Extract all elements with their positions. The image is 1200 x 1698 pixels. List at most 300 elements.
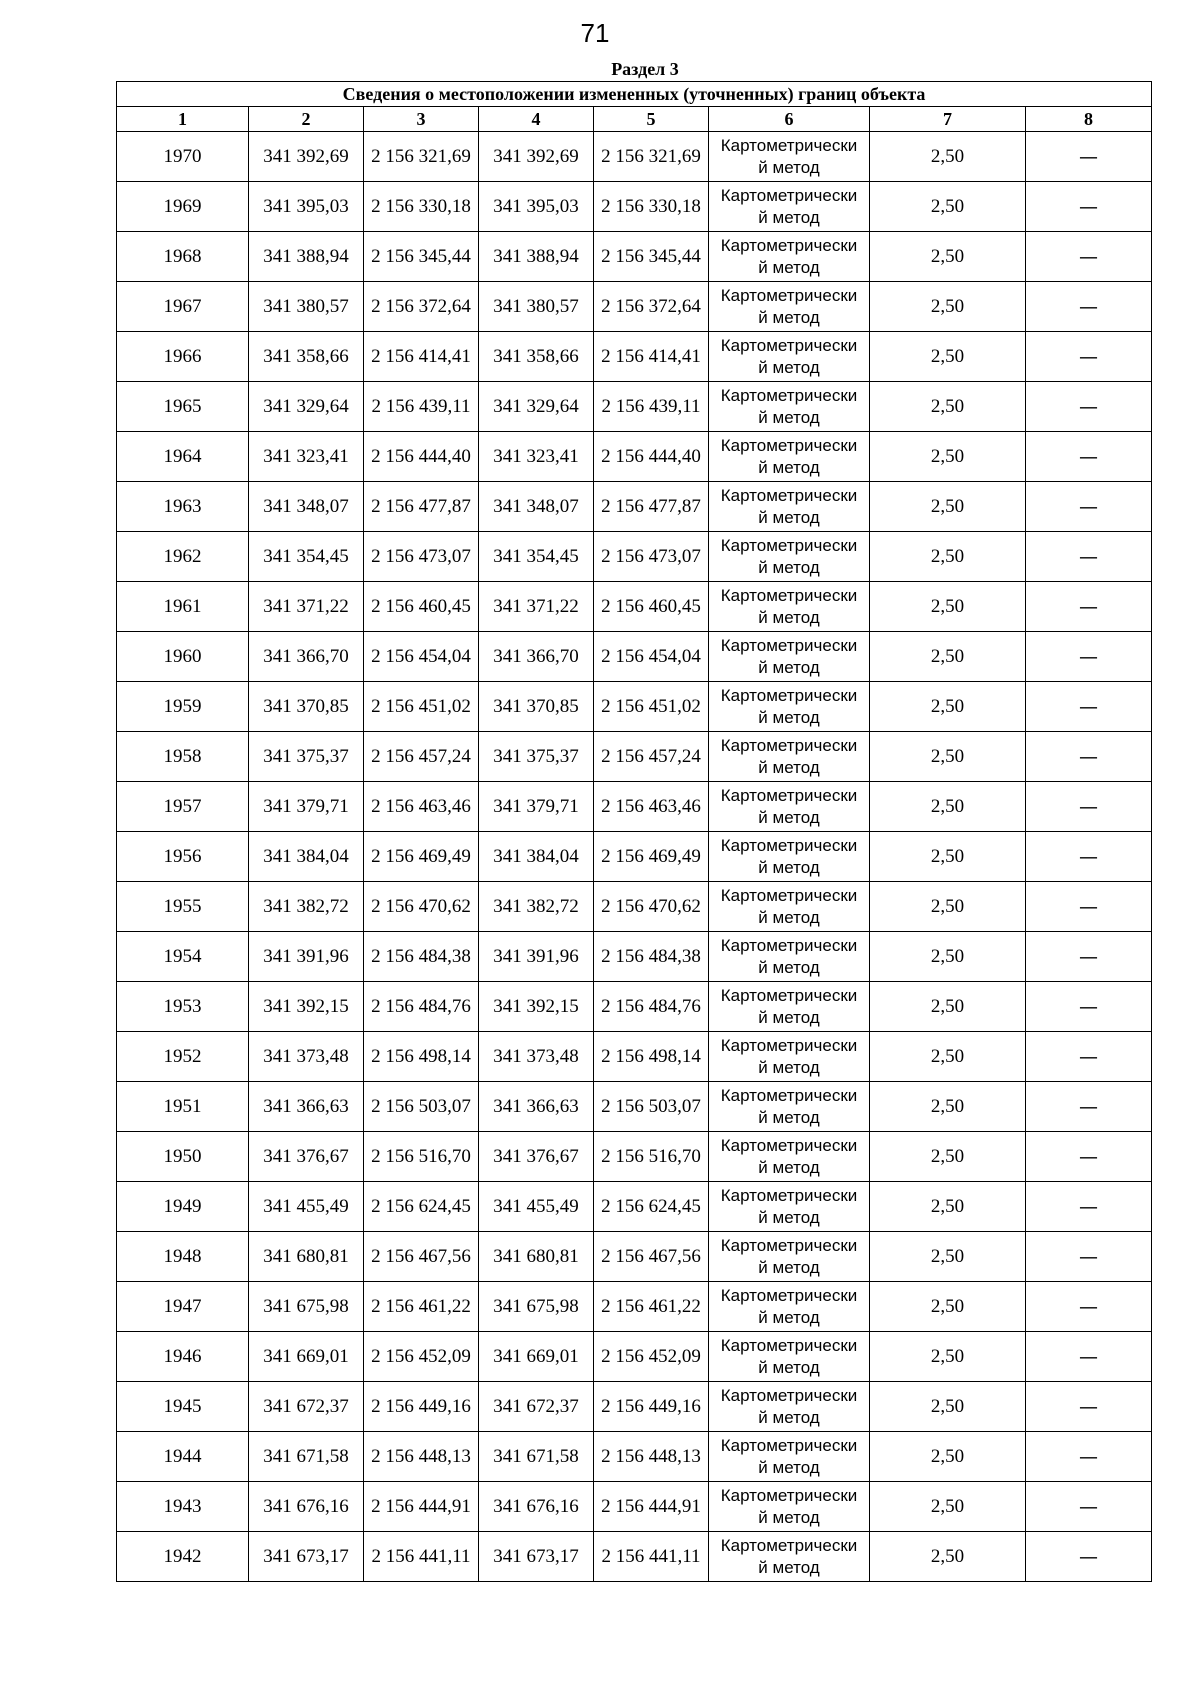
x-coordinate-existing-cell: 341 392,15 (249, 982, 364, 1032)
y-coordinate-new-cell: 2 156 414,41 (594, 332, 709, 382)
point-number-cell: 1963 (117, 482, 249, 532)
method-cell (709, 832, 870, 882)
method-cell (709, 482, 870, 532)
y-coordinate-existing-cell: 2 156 503,07 (364, 1082, 479, 1132)
accuracy-cell: 2,50 (870, 432, 1026, 482)
table-row (117, 1032, 1152, 1082)
x-coordinate-new-cell: 341 455,49 (479, 1182, 594, 1232)
accuracy-cell: 2,50 (870, 932, 1026, 982)
accuracy-cell: 2,50 (870, 1332, 1026, 1382)
y-coordinate-new-cell: 2 156 448,13 (594, 1432, 709, 1482)
y-coordinate-new-cell: 2 156 461,22 (594, 1282, 709, 1332)
method-line-2: й метод (758, 1157, 820, 1177)
x-coordinate-existing-cell: 341 391,96 (249, 932, 364, 982)
y-coordinate-new-cell: 2 156 330,18 (594, 182, 709, 232)
method-cell (709, 1232, 870, 1282)
x-coordinate-existing-cell: 341 373,48 (249, 1032, 364, 1082)
x-coordinate-new-cell: 341 348,07 (479, 482, 594, 532)
x-coordinate-existing-cell: 341 672,37 (249, 1382, 364, 1432)
table-body (117, 132, 1152, 1582)
accuracy-cell: 2,50 (870, 232, 1026, 282)
y-coordinate-new-cell: 2 156 444,40 (594, 432, 709, 482)
table-row (117, 282, 1152, 332)
y-coordinate-new-cell: 2 156 470,62 (594, 882, 709, 932)
y-coordinate-new-cell: 2 156 467,56 (594, 1232, 709, 1282)
x-coordinate-new-cell: 341 371,22 (479, 582, 594, 632)
column-header-7: 7 (870, 107, 1026, 132)
table-row (117, 382, 1152, 432)
description-cell: — (1026, 282, 1152, 332)
x-coordinate-new-cell: 341 673,17 (479, 1532, 594, 1582)
y-coordinate-new-cell: 2 156 624,45 (594, 1182, 709, 1232)
x-coordinate-new-cell: 341 366,70 (479, 632, 594, 682)
table-row (117, 932, 1152, 982)
x-coordinate-new-cell: 341 680,81 (479, 1232, 594, 1282)
table-row (117, 732, 1152, 782)
description-cell: — (1026, 382, 1152, 432)
y-coordinate-existing-cell: 2 156 321,69 (364, 132, 479, 182)
y-coordinate-new-cell: 2 156 321,69 (594, 132, 709, 182)
method-line-2: й метод (758, 507, 820, 527)
y-coordinate-existing-cell: 2 156 469,49 (364, 832, 479, 882)
accuracy-cell: 2,50 (870, 1082, 1026, 1132)
x-coordinate-new-cell: 341 354,45 (479, 532, 594, 582)
point-number-cell: 1952 (117, 1032, 249, 1082)
table-row (117, 882, 1152, 932)
method-line-2: й метод (758, 1507, 820, 1527)
table-row (117, 1482, 1152, 1532)
method-cell (709, 1382, 870, 1432)
description-cell: — (1026, 1432, 1152, 1482)
x-coordinate-existing-cell: 341 375,37 (249, 732, 364, 782)
y-coordinate-new-cell: 2 156 457,24 (594, 732, 709, 782)
method-line-1: Картометрически (720, 135, 858, 155)
method-line-1: Картометрически (720, 1085, 858, 1105)
method-line-2: й метод (758, 1057, 820, 1077)
x-coordinate-existing-cell: 341 323,41 (249, 432, 364, 482)
x-coordinate-new-cell: 341 391,96 (479, 932, 594, 982)
accuracy-cell: 2,50 (870, 1432, 1026, 1482)
method-line-1: Картометрически (720, 1035, 858, 1055)
method-line-2: й метод (758, 157, 820, 177)
x-coordinate-new-cell: 341 373,48 (479, 1032, 594, 1082)
method-line-2: й метод (758, 307, 820, 327)
method-line-2: й метод (758, 407, 820, 427)
column-header-1: 1 (117, 107, 249, 132)
point-number-cell: 1945 (117, 1382, 249, 1432)
description-cell: — (1026, 182, 1152, 232)
x-coordinate-new-cell: 341 323,41 (479, 432, 594, 482)
description-cell: — (1026, 932, 1152, 982)
method-cell (709, 432, 870, 482)
point-number-cell: 1964 (117, 432, 249, 482)
description-cell: — (1026, 132, 1152, 182)
method-line-1: Картометрически (720, 435, 858, 455)
method-line-2: й метод (758, 807, 820, 827)
point-number-cell: 1966 (117, 332, 249, 382)
column-header-8: 8 (1026, 107, 1152, 132)
x-coordinate-existing-cell: 341 455,49 (249, 1182, 364, 1232)
accuracy-cell: 2,50 (870, 382, 1026, 432)
method-line-1: Картометрически (720, 1185, 858, 1205)
y-coordinate-existing-cell: 2 156 484,38 (364, 932, 479, 982)
column-header-6: 6 (709, 107, 870, 132)
x-coordinate-existing-cell: 341 358,66 (249, 332, 364, 382)
table-row (117, 482, 1152, 532)
method-cell (709, 282, 870, 332)
method-line-1: Картометрически (720, 985, 858, 1005)
table-row (117, 632, 1152, 682)
point-number-cell: 1960 (117, 632, 249, 682)
x-coordinate-existing-cell: 341 329,64 (249, 382, 364, 432)
x-coordinate-existing-cell: 341 382,72 (249, 882, 364, 932)
accuracy-cell: 2,50 (870, 982, 1026, 1032)
method-line-2: й метод (758, 1557, 820, 1577)
method-line-1: Картометрически (720, 1385, 858, 1405)
column-header-2: 2 (249, 107, 364, 132)
method-line-2: й метод (758, 707, 820, 727)
y-coordinate-existing-cell: 2 156 414,41 (364, 332, 479, 382)
method-line-1: Картометрически (720, 1435, 858, 1455)
y-coordinate-existing-cell: 2 156 470,62 (364, 882, 479, 932)
method-line-1: Картометрически (720, 1135, 858, 1155)
table-row (117, 982, 1152, 1032)
table-row (117, 532, 1152, 582)
y-coordinate-new-cell: 2 156 345,44 (594, 232, 709, 282)
table-row (117, 432, 1152, 482)
y-coordinate-existing-cell: 2 156 477,87 (364, 482, 479, 532)
x-coordinate-new-cell: 341 675,98 (479, 1282, 594, 1332)
y-coordinate-existing-cell: 2 156 498,14 (364, 1032, 479, 1082)
method-cell (709, 632, 870, 682)
description-cell: — (1026, 1232, 1152, 1282)
description-cell: — (1026, 1132, 1152, 1182)
y-coordinate-existing-cell: 2 156 444,40 (364, 432, 479, 482)
table-row (117, 1232, 1152, 1282)
x-coordinate-new-cell: 341 392,69 (479, 132, 594, 182)
method-line-2: й метод (758, 607, 820, 627)
x-coordinate-existing-cell: 341 384,04 (249, 832, 364, 882)
x-coordinate-new-cell: 341 672,37 (479, 1382, 594, 1432)
method-line-1: Картометрически (720, 1335, 858, 1355)
accuracy-cell: 2,50 (870, 832, 1026, 882)
accuracy-cell: 2,50 (870, 1282, 1026, 1332)
y-coordinate-new-cell: 2 156 454,04 (594, 632, 709, 682)
x-coordinate-existing-cell: 341 366,70 (249, 632, 364, 682)
table-row (117, 682, 1152, 732)
description-cell: — (1026, 1382, 1152, 1432)
y-coordinate-existing-cell: 2 156 452,09 (364, 1332, 479, 1382)
table-caption: Сведения о местоположении измененных (уточненных) границ объекта (117, 82, 1152, 107)
x-coordinate-new-cell: 341 382,72 (479, 882, 594, 932)
accuracy-cell: 2,50 (870, 682, 1026, 732)
point-number-cell: 1949 (117, 1182, 249, 1232)
point-number-cell: 1957 (117, 782, 249, 832)
point-number-cell: 1968 (117, 232, 249, 282)
x-coordinate-existing-cell: 341 673,17 (249, 1532, 364, 1582)
y-coordinate-existing-cell: 2 156 484,76 (364, 982, 479, 1032)
method-cell (709, 232, 870, 282)
method-line-2: й метод (758, 257, 820, 277)
y-coordinate-existing-cell: 2 156 444,91 (364, 1482, 479, 1532)
description-cell: — (1026, 1282, 1152, 1332)
x-coordinate-new-cell: 341 376,67 (479, 1132, 594, 1182)
x-coordinate-new-cell: 341 388,94 (479, 232, 594, 282)
x-coordinate-new-cell: 341 384,04 (479, 832, 594, 882)
x-coordinate-existing-cell: 341 669,01 (249, 1332, 364, 1382)
accuracy-cell: 2,50 (870, 1232, 1026, 1282)
y-coordinate-existing-cell: 2 156 454,04 (364, 632, 479, 682)
y-coordinate-existing-cell: 2 156 449,16 (364, 1382, 479, 1432)
method-cell (709, 1432, 870, 1482)
method-line-1: Картометрически (720, 685, 858, 705)
point-number-cell: 1947 (117, 1282, 249, 1332)
y-coordinate-new-cell: 2 156 484,76 (594, 982, 709, 1032)
method-line-2: й метод (758, 1007, 820, 1027)
y-coordinate-new-cell: 2 156 477,87 (594, 482, 709, 532)
point-number-cell: 1953 (117, 982, 249, 1032)
x-coordinate-new-cell: 341 671,58 (479, 1432, 594, 1482)
x-coordinate-existing-cell: 341 370,85 (249, 682, 364, 732)
y-coordinate-new-cell: 2 156 473,07 (594, 532, 709, 582)
y-coordinate-existing-cell: 2 156 516,70 (364, 1132, 479, 1182)
method-line-2: й метод (758, 1457, 820, 1477)
table-row (117, 1132, 1152, 1182)
point-number-cell: 1959 (117, 682, 249, 732)
y-coordinate-existing-cell: 2 156 473,07 (364, 532, 479, 582)
method-line-1: Картометрически (720, 285, 858, 305)
method-cell (709, 1332, 870, 1382)
description-cell: — (1026, 1082, 1152, 1132)
point-number-cell: 1955 (117, 882, 249, 932)
method-line-1: Картометрически (720, 885, 858, 905)
description-cell: — (1026, 1032, 1152, 1082)
point-number-cell: 1961 (117, 582, 249, 632)
x-coordinate-existing-cell: 341 354,45 (249, 532, 364, 582)
table-caption-row (117, 82, 1152, 107)
method-line-1: Картометрически (720, 935, 858, 955)
method-line-2: й метод (758, 1257, 820, 1277)
table-row (117, 1082, 1152, 1132)
description-cell: — (1026, 1332, 1152, 1382)
method-line-1: Картометрически (720, 235, 858, 255)
method-line-2: й метод (758, 957, 820, 977)
method-line-2: й метод (758, 1107, 820, 1127)
method-line-1: Картометрически (720, 835, 858, 855)
x-coordinate-new-cell: 341 669,01 (479, 1332, 594, 1382)
x-coordinate-new-cell: 341 380,57 (479, 282, 594, 332)
table-row (117, 1432, 1152, 1482)
method-line-1: Картометрически (720, 535, 858, 555)
description-cell: — (1026, 232, 1152, 282)
method-line-2: й метод (758, 1407, 820, 1427)
description-cell: — (1026, 832, 1152, 882)
description-cell: — (1026, 732, 1152, 782)
column-header-3: 3 (364, 107, 479, 132)
method-line-2: й метод (758, 1207, 820, 1227)
method-cell (709, 382, 870, 432)
method-line-2: й метод (758, 1307, 820, 1327)
method-cell (709, 732, 870, 782)
accuracy-cell: 2,50 (870, 132, 1026, 182)
point-number-cell: 1943 (117, 1482, 249, 1532)
table-row (117, 582, 1152, 632)
method-line-1: Картометрически (720, 585, 858, 605)
point-number-cell: 1956 (117, 832, 249, 882)
x-coordinate-existing-cell: 341 392,69 (249, 132, 364, 182)
method-line-1: Картометрически (720, 485, 858, 505)
method-cell (709, 882, 870, 932)
x-coordinate-existing-cell: 341 380,57 (249, 282, 364, 332)
description-cell: — (1026, 582, 1152, 632)
x-coordinate-existing-cell: 341 366,63 (249, 1082, 364, 1132)
point-number-cell: 1951 (117, 1082, 249, 1132)
method-cell (709, 682, 870, 732)
method-line-1: Картометрически (720, 1485, 858, 1505)
y-coordinate-existing-cell: 2 156 461,22 (364, 1282, 479, 1332)
x-coordinate-new-cell: 341 392,15 (479, 982, 594, 1032)
accuracy-cell: 2,50 (870, 1032, 1026, 1082)
y-coordinate-existing-cell: 2 156 463,46 (364, 782, 479, 832)
y-coordinate-existing-cell: 2 156 439,11 (364, 382, 479, 432)
y-coordinate-existing-cell: 2 156 345,44 (364, 232, 479, 282)
method-cell (709, 1082, 870, 1132)
x-coordinate-existing-cell: 341 371,22 (249, 582, 364, 632)
method-line-1: Картометрически (720, 785, 858, 805)
method-line-1: Картометрически (720, 335, 858, 355)
method-line-2: й метод (758, 457, 820, 477)
section-title: Раздел 3 (611, 59, 679, 79)
method-line-1: Картометрически (720, 1235, 858, 1255)
method-line-1: Картометрически (720, 635, 858, 655)
table-row (117, 332, 1152, 382)
point-number-cell: 1946 (117, 1332, 249, 1382)
description-cell: — (1026, 682, 1152, 732)
point-number-cell: 1950 (117, 1132, 249, 1182)
description-cell: — (1026, 632, 1152, 682)
method-cell (709, 1032, 870, 1082)
description-cell: — (1026, 782, 1152, 832)
y-coordinate-new-cell: 2 156 503,07 (594, 1082, 709, 1132)
description-cell: — (1026, 432, 1152, 482)
y-coordinate-existing-cell: 2 156 441,11 (364, 1532, 479, 1582)
method-cell (709, 182, 870, 232)
coordinates-table (116, 81, 1152, 1582)
x-coordinate-existing-cell: 341 388,94 (249, 232, 364, 282)
y-coordinate-existing-cell: 2 156 457,24 (364, 732, 479, 782)
method-line-2: й метод (758, 1357, 820, 1377)
point-number-cell: 1944 (117, 1432, 249, 1482)
method-line-1: Картометрически (720, 185, 858, 205)
accuracy-cell: 2,50 (870, 582, 1026, 632)
method-line-2: й метод (758, 907, 820, 927)
method-line-2: й метод (758, 207, 820, 227)
method-cell (709, 982, 870, 1032)
x-coordinate-new-cell: 341 358,66 (479, 332, 594, 382)
column-header-5: 5 (594, 107, 709, 132)
table-header-row (117, 107, 1152, 132)
accuracy-cell: 2,50 (870, 1532, 1026, 1582)
y-coordinate-new-cell: 2 156 444,91 (594, 1482, 709, 1532)
y-coordinate-new-cell: 2 156 449,16 (594, 1382, 709, 1432)
method-line-1: Картометрически (720, 1285, 858, 1305)
method-line-2: й метод (758, 857, 820, 877)
x-coordinate-existing-cell: 341 395,03 (249, 182, 364, 232)
method-cell (709, 1282, 870, 1332)
table-row (117, 1382, 1152, 1432)
y-coordinate-new-cell: 2 156 469,49 (594, 832, 709, 882)
description-cell: — (1026, 1532, 1152, 1582)
table-row (117, 232, 1152, 282)
table-row (117, 782, 1152, 832)
column-header-4: 4 (479, 107, 594, 132)
y-coordinate-existing-cell: 2 156 372,64 (364, 282, 479, 332)
accuracy-cell: 2,50 (870, 332, 1026, 382)
method-line-2: й метод (758, 557, 820, 577)
method-line-1: Картометрически (720, 735, 858, 755)
method-cell (709, 582, 870, 632)
method-cell (709, 532, 870, 582)
y-coordinate-existing-cell: 2 156 467,56 (364, 1232, 479, 1282)
y-coordinate-new-cell: 2 156 441,11 (594, 1532, 709, 1582)
accuracy-cell: 2,50 (870, 532, 1026, 582)
x-coordinate-new-cell: 341 366,63 (479, 1082, 594, 1132)
description-cell: — (1026, 532, 1152, 582)
x-coordinate-new-cell: 341 370,85 (479, 682, 594, 732)
table-row (117, 832, 1152, 882)
point-number-cell: 1965 (117, 382, 249, 432)
x-coordinate-existing-cell: 341 376,67 (249, 1132, 364, 1182)
x-coordinate-existing-cell: 341 676,16 (249, 1482, 364, 1532)
description-cell: — (1026, 1182, 1152, 1232)
point-number-cell: 1942 (117, 1532, 249, 1582)
table-row (117, 1532, 1152, 1582)
point-number-cell: 1970 (117, 132, 249, 182)
accuracy-cell: 2,50 (870, 782, 1026, 832)
x-coordinate-new-cell: 341 375,37 (479, 732, 594, 782)
accuracy-cell: 2,50 (870, 1382, 1026, 1432)
accuracy-cell: 2,50 (870, 732, 1026, 782)
y-coordinate-new-cell: 2 156 460,45 (594, 582, 709, 632)
x-coordinate-existing-cell: 341 675,98 (249, 1282, 364, 1332)
y-coordinate-new-cell: 2 156 439,11 (594, 382, 709, 432)
x-coordinate-existing-cell: 341 348,07 (249, 482, 364, 532)
point-number-cell: 1954 (117, 932, 249, 982)
y-coordinate-existing-cell: 2 156 451,02 (364, 682, 479, 732)
accuracy-cell: 2,50 (870, 882, 1026, 932)
y-coordinate-new-cell: 2 156 372,64 (594, 282, 709, 332)
x-coordinate-new-cell: 341 676,16 (479, 1482, 594, 1532)
method-cell (709, 132, 870, 182)
accuracy-cell: 2,50 (870, 182, 1026, 232)
accuracy-cell: 2,50 (870, 1482, 1026, 1532)
x-coordinate-existing-cell: 341 680,81 (249, 1232, 364, 1282)
x-coordinate-new-cell: 341 329,64 (479, 382, 594, 432)
y-coordinate-new-cell: 2 156 451,02 (594, 682, 709, 732)
accuracy-cell: 2,50 (870, 282, 1026, 332)
method-line-2: й метод (758, 757, 820, 777)
description-cell: — (1026, 332, 1152, 382)
table-row (117, 182, 1152, 232)
y-coordinate-new-cell: 2 156 463,46 (594, 782, 709, 832)
accuracy-cell: 2,50 (870, 482, 1026, 532)
x-coordinate-new-cell: 341 379,71 (479, 782, 594, 832)
y-coordinate-new-cell: 2 156 498,14 (594, 1032, 709, 1082)
y-coordinate-new-cell: 2 156 452,09 (594, 1332, 709, 1382)
x-coordinate-new-cell: 341 395,03 (479, 182, 594, 232)
point-number-cell: 1948 (117, 1232, 249, 1282)
point-number-cell: 1958 (117, 732, 249, 782)
